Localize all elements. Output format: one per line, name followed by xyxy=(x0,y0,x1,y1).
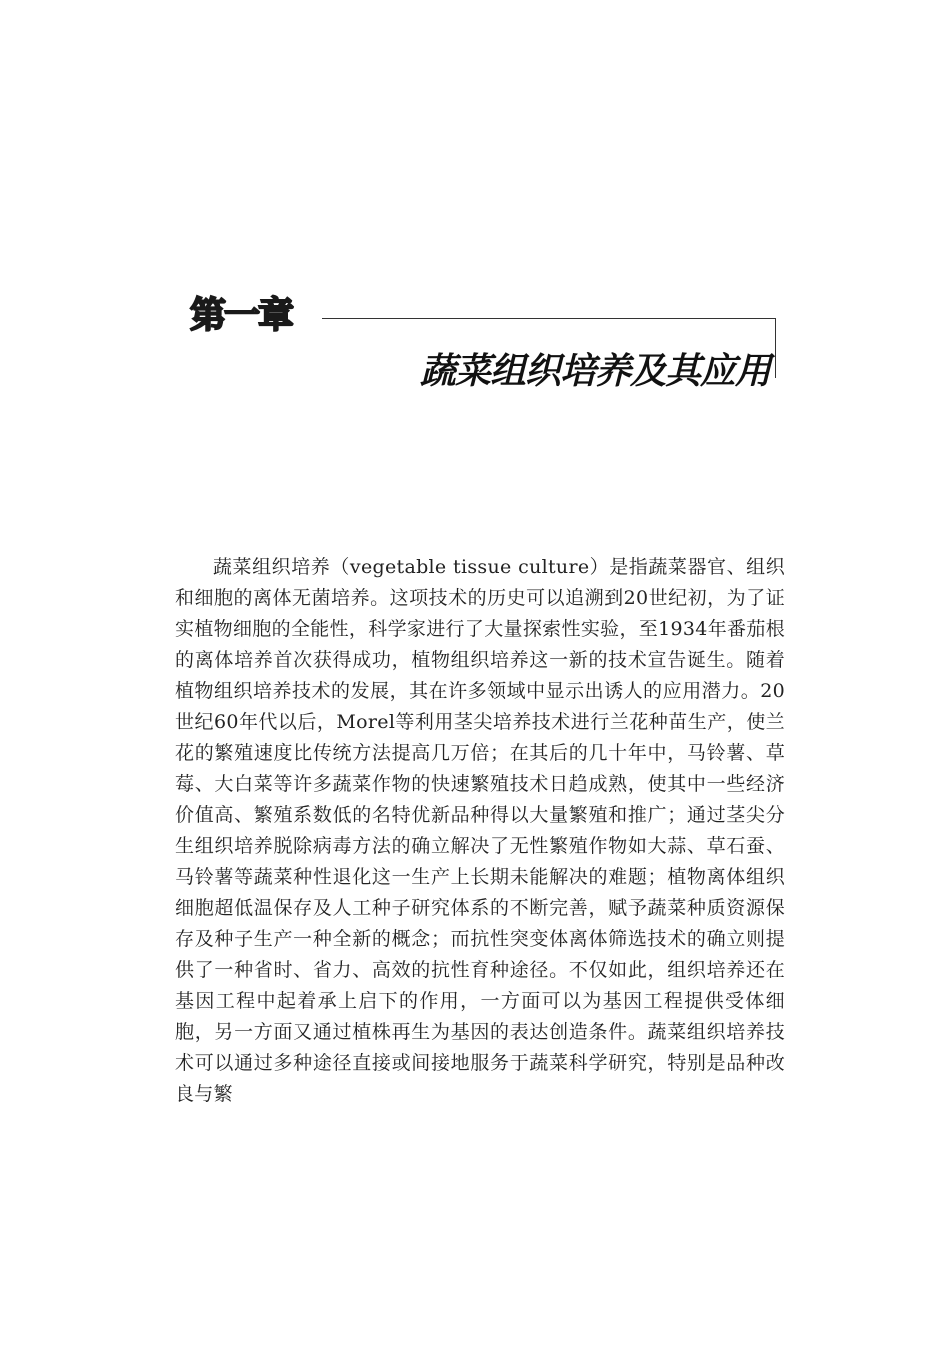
chapter-rule-right xyxy=(775,318,776,378)
body-paragraph: 蔬菜组织培养（vegetable tissue culture）是指蔬菜器官、组织和细胞的离体无菌培养。这项技术的历史可以追溯到20世纪初，为了证实植物细胞的全能性，科学家进行了大量探索性实验，至1934年番茄根的离体培养首次获得成功，植物组织培养这一新的技术宣告诞生。随着植物组织培养技术的发展，其在许多领域中显示出诱人的应用潜力。20世纪60年代以后，Morel等利用茎尖培养技术进行兰花种苗生产，使兰花的繁殖速度比传统方法提高几万倍；在其后的几十年中，马铃薯、草莓、大白菜等许多蔬菜作物的快速繁殖技术日趋成熟，使其中一些经济价值高、繁殖系数低的名特优新品种得以大量繁殖和推广；通过茎尖分生组织培养脱除病毒方法的确立解决了无性繁殖作物如大蒜、草石蚕、马铃薯等蔬菜种性退化这一生产上长期未能解决的难题；植物离体组织细胞超低温保存及人工种子研究体系的不断完善，赋予蔬菜种质资源保存及种子生产一种全新的概念；而抗性突变体离体筛选技术的确立则提供了一种省时、省力、高效的抗性育种途径。不仅如此，组织培养还在基因工程中起着承上启下的作用，一方面可以为基因工程提供受体细胞，另一方面又通过植株再生为基因的表达创造条件。蔬菜组织培养技术可以通过多种途径直接或间接地服务于蔬菜科学研究，特别是品种改良与繁 xyxy=(175,556,785,1105)
chapter-rule-top xyxy=(322,318,776,319)
chapter-title: 蔬菜组织培养及其应用 xyxy=(420,351,771,392)
chapter-label: 第一章 xyxy=(190,295,293,336)
